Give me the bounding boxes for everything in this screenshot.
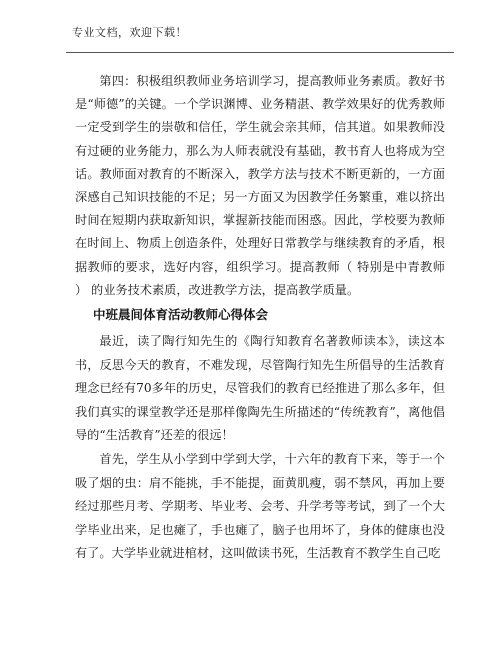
paragraph-teacher-training: 第四：积极组织教师业务培训学习，提高教师业务素质。教好书是“师德”的关键。一个学识渊博、业务精湛、教学效果好的优秀教师一定受到学生的崇敬和信任，学生就会亲其师，信其道。如果教师没有过硬的业务能力，那么为人师表就没有基础，教书育人也将成为空话。教师面对教育的不断深入，教学方法与技术不断更新的，一方面深感自己知识技能的不足；另一方面又为因教学任务繁重，难以挤出时间在短期内获取新知识，掌握新技能而困惑。因此，学校要为教师在时间上、物质上创造条件，处理好日常教学与继续教育的矛盾，根据教师的要求，选好内容，组织学习。提高教师（ 特别是中青教师 ） 的业务技术素质，改进教学方法，提高教学质量。 xyxy=(75,74,445,297)
paragraph-reading-reflection: 最近，读了陶行知先生的《陶行知教育名著教师读本》，读这本书，反思今天的教育，不难发现，尽管陶行知先生所倡导的生活教育理念已经有70多年的历史，尽管我们的教育已经推进了那么多年，但我们真实的课堂教学还是那样像陶先生所描述的“传统教育”，离他倡导的“生活教育”还差的很远！ xyxy=(75,334,445,443)
page-header: 专业文档，欢迎下载！ xyxy=(72,26,187,39)
paragraph-student-education: 首先，学生从小学到中学到大学，十六年的教育下来，等于一个吸了烟的虫：肩不能挑，手不能提，面黄肌瘦，弱不禁风，再加上要经过那些月考、学期考、毕业考、会考、升学考等考试，到了一个大学毕业出来，足也瘫了，手也瘫了，脑子也用坏了，身体的健康也没有了。大学毕业就进棺材，这叫做读书死，生活教育不教学生自己吃 xyxy=(75,452,445,561)
document-body xyxy=(75,70,445,566)
header-divider xyxy=(66,52,454,53)
section-heading: 中班晨间体育活动教师心得体会 xyxy=(93,307,269,323)
